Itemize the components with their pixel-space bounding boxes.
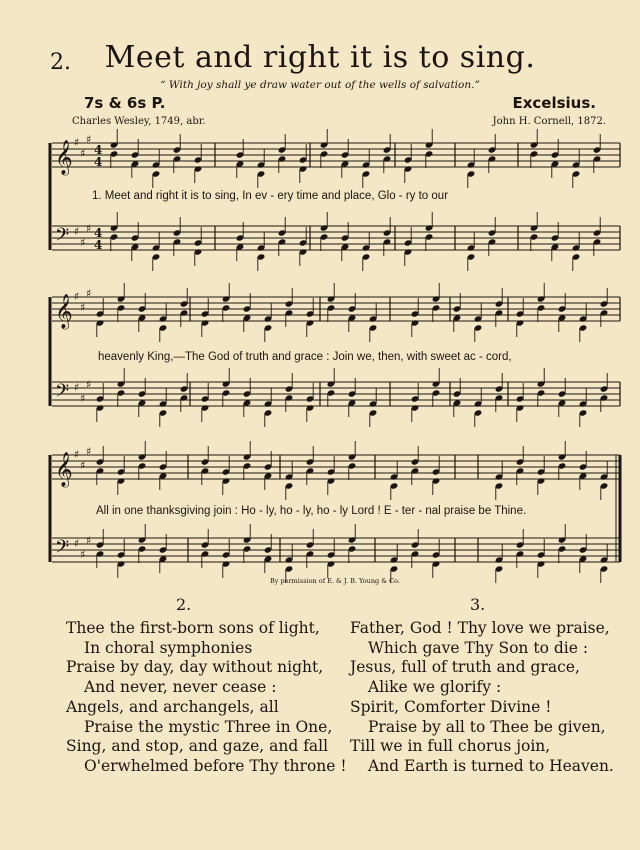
verse-line: Till we in full chorus join, [350,737,551,756]
sharp-sign: ♯ [74,290,80,303]
permission-note: By permission of E. & J. B. Young & Co. [270,577,400,585]
sharp-sign: ♯ [86,534,92,547]
verse-line: Which gave Thy Son to die : [368,638,589,657]
bass-clef: 𝄢 [55,381,70,406]
sharp-sign: ♯ [80,392,86,405]
treble-clef: 𝄞 [55,140,73,175]
sharp-sign: ♯ [86,222,92,235]
sharp-sign: ♯ [74,448,80,461]
sharp-sign: ♯ [74,136,80,149]
sharp-sign: ♯ [86,287,92,300]
verse-line: Thee the first-born sons of light, [66,619,320,637]
verse-line: Alike we glorify : [368,678,502,697]
sharp-sign: ♯ [74,537,80,550]
sharp-sign: ♯ [80,236,86,249]
sharp-sign: ♯ [86,445,92,458]
time-signature: 4 [94,143,103,157]
treble-clef: 𝄞 [55,452,73,487]
sharp-sign: ♯ [80,459,86,472]
sharp-sign: ♯ [86,378,92,391]
treble-clef: 𝄞 [55,294,73,329]
hymn-number: 2. [50,50,71,75]
verse-line: Praise the mystic Three in One, [84,717,333,736]
verse-line: Jesus, full of truth and grace, [350,658,580,677]
verse-line: Sing, and stop, and gaze, and fall [66,737,329,756]
sharp-sign: ♯ [74,381,80,394]
sharp-sign: ♯ [86,133,92,146]
time-signature: 4 [94,155,103,169]
sharp-sign: ♯ [80,147,86,160]
verse-line: Spirit, Comforter Divine ! [350,697,552,716]
time-signature: 4 [94,238,103,252]
verse-line: In choral symphonies [84,638,253,657]
verse-3 [350,619,614,777]
sharp-sign: ♯ [80,548,86,561]
verse-line: And Earth is turned to Heaven. [368,756,614,775]
lyric-line-1: 1. Meet and right it is to sing, In ev - ery time and place, Glo - ry to our [92,190,449,202]
lyric-line-3: All in one thanksgiving join : Ho - ly, ho - ly, ho - ly Lord ! E - ter - nal praise be Thine. [96,505,527,517]
verse-line: And never, never cease : [84,678,277,697]
verse-line: Praise by day, day without night, [66,658,324,677]
time-signature: 4 [94,226,103,240]
hymn-title: Meet and right it is to sing. [104,40,536,75]
bass-clef: 𝄢 [55,537,70,562]
author: Charles Wesley, 1749, abr. [72,116,206,127]
lyric-line-2: heavenly King,—The God of truth and grace : Join we, then, with sweet ac - cord, [98,351,512,363]
epigraph: “ With joy shall ye draw water out of the wells of salvation.” [160,79,480,91]
verse-3-number: 3. [470,595,486,614]
bass-clef: 𝄢 [55,225,70,250]
meter: 7s & 6s P. [84,94,166,112]
composer: John H. Cornell, 1872. [492,116,606,127]
tune-name: Excelsius. [512,94,596,112]
verse-line: Father, God ! Thy love we praise, [350,619,610,637]
verse-line: O'erwhelmed before Thy throne ! [84,756,347,775]
verse-line: Angels, and archangels, all [66,697,279,716]
sharp-sign: ♯ [74,225,80,238]
verse-line: Praise by all to Thee be given, [368,717,606,736]
sharp-sign: ♯ [80,301,86,314]
verse-2-number: 2. [176,595,192,614]
verse-2 [66,619,347,777]
